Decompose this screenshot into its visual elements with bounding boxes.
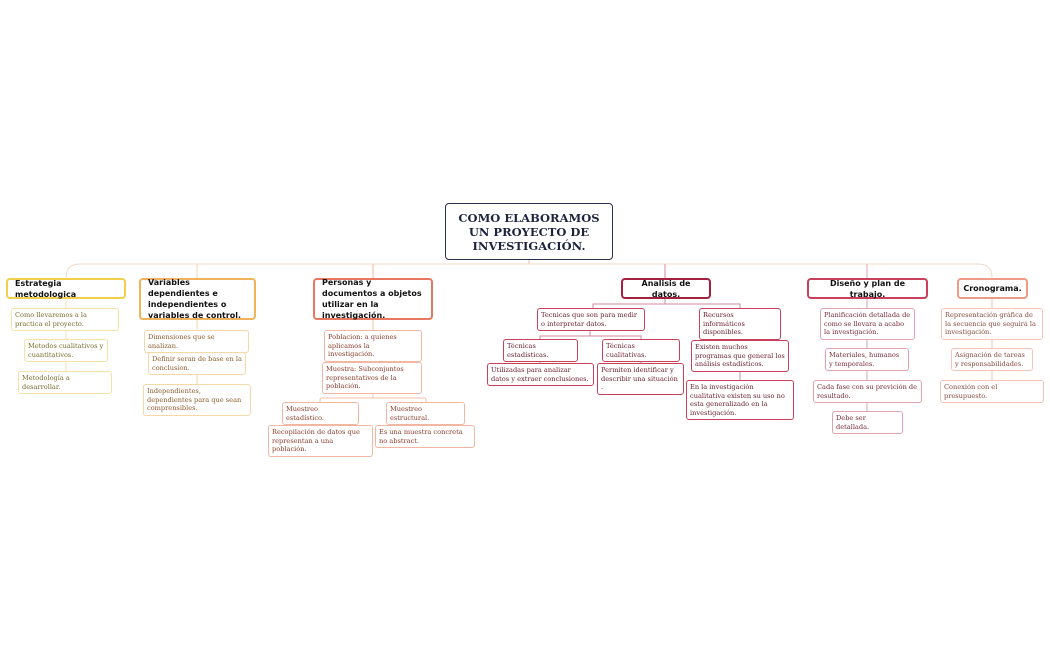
leaf-tecnicas-estadisticas[interactable]: Técnicas estadísticas. <box>503 339 578 362</box>
leaf-estrategia-1[interactable]: Como llevaremos a la practica el proyecto. <box>11 308 119 331</box>
leaf-variables-2[interactable]: Definir seran de base en la conclusion. <box>148 352 246 375</box>
leaf-estrategia-3[interactable]: Metodología a desarrollar. <box>18 371 112 394</box>
leaf-cronograma-2[interactable]: Asignación de tareas y responsabilidades. <box>951 348 1033 371</box>
branch-cronograma[interactable]: Cronograma. <box>957 278 1028 299</box>
leaf-cronograma-3[interactable]: Conexión con el presupuesto. <box>940 380 1044 403</box>
leaf-abstract[interactable]: Es una muestra concreta no abstract. <box>375 425 475 448</box>
leaf-en-la-investigacion[interactable]: En la investigación cualitativa existen su uso no esta generalizado en la investigación. <box>686 380 794 420</box>
leaf-cronograma-1[interactable]: Representación gráfica de la secuencia que seguirá la investigación. <box>941 308 1043 340</box>
leaf-tecnicas-cualitativas[interactable]: Técnicas cualitativas. <box>602 339 680 362</box>
leaf-muestreo-estructural[interactable]: Muestreo estructural. <box>386 402 465 425</box>
root-topic[interactable]: COMO ELABORAMOS UN PROYECTO DE INVESTIGACIÓN. <box>445 203 613 260</box>
leaf-recopilacion[interactable]: Recopilación de datos que representan a una población. <box>268 425 373 457</box>
leaf-diseno-1[interactable]: Planificación detallada de como se llevara a acabo la investigación. <box>820 308 915 340</box>
leaf-variables-1[interactable]: Dimensiones que se analizan. <box>144 330 249 353</box>
leaf-poblacion[interactable]: Poblacion: a quienes aplicamos la investigación. <box>324 330 422 362</box>
branch-variables[interactable]: Variables dependientes e independientes o variables de control. <box>139 278 256 320</box>
branch-personas-documentos[interactable]: Personas y documentos a objetos utilizar en la investigación. <box>313 278 433 320</box>
leaf-diseno-4[interactable]: Debe ser detallada. <box>832 411 903 434</box>
leaf-diseno-3[interactable]: Cada fase con su previción de resultado. <box>813 380 922 403</box>
leaf-diseno-2[interactable]: Materiales, humanos y temporales. <box>825 348 909 371</box>
leaf-muestreo-estadistico[interactable]: Muestreo estadístico. <box>282 402 359 425</box>
leaf-tecnicas[interactable]: Tecnicas que son para medir o interpretar datos. <box>537 308 645 331</box>
branch-diseno-plan[interactable]: Diseño y plan de trabajo. <box>807 278 928 299</box>
leaf-muestra[interactable]: Muestra: Subconjuntos representativos de la población. <box>322 362 422 394</box>
leaf-estrategia-2[interactable]: Metodos cualitativos y cuantitativos. <box>24 339 108 362</box>
leaf-variables-3[interactable]: Independientes, dependientes para que sean comprensibles. <box>143 384 251 416</box>
leaf-utilizadas[interactable]: Utilizadas para analizar datos y extraer conclusiones. <box>487 363 594 386</box>
leaf-recursos[interactable]: Recursos informáticos disponibles. <box>699 308 781 340</box>
branch-estrategia-metodologica[interactable]: Estrategia metodologica <box>6 278 126 299</box>
branch-analisis-datos[interactable]: Analisis de datos. <box>621 278 711 299</box>
leaf-permiten[interactable]: Permiten identificar y describir una situación . <box>597 363 684 395</box>
leaf-existen[interactable]: Existen muchos programas que general los análisis estadísticos. <box>691 340 789 372</box>
